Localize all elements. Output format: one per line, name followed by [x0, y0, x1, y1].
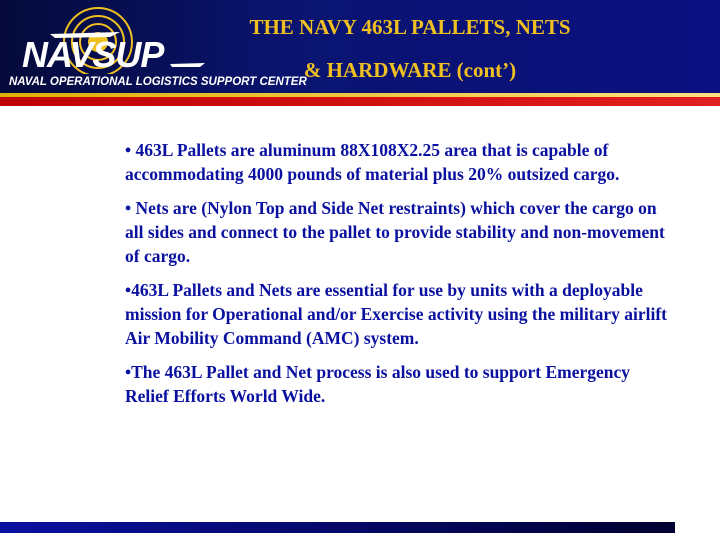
bullet-item: •463L Pallets and Nets are essential for use by units with a deployable mission for Operational and/or Exercise activity using the military airlift Air Mobility Command (AMC) system.: [125, 280, 667, 348]
navsup-logo: NAVSUP: [22, 34, 164, 75]
bullet-item: • 463L Pallets are aluminum 88X108X2.25 area that is capable of accommodating 4000 pounds of material plus 20% outsized cargo.: [125, 140, 620, 184]
bullet-item: •The 463L Pallet and Net process is also used to support Emergency Relief Efforts World Wide.: [125, 362, 631, 406]
slide-title: [200, 6, 620, 92]
footer-bar: [0, 522, 675, 533]
title-line-2: & HARDWARE (cont’): [303, 58, 517, 82]
red-stripe: [0, 97, 720, 106]
header-banner: [0, 0, 720, 93]
title-line-1: THE NAVY 463L PALLETS, NETS: [249, 15, 571, 39]
bullet-list: [125, 138, 670, 418]
organization-subtitle: NAVAL OPERATIONAL LOGISTICS SUPPORT CENTER: [9, 76, 307, 88]
bullet-item: • Nets are (Nylon Top and Side Net restraints) which cover the cargo on all sides and connect to the pallet to provide stability and non-movement of cargo.: [125, 198, 665, 266]
